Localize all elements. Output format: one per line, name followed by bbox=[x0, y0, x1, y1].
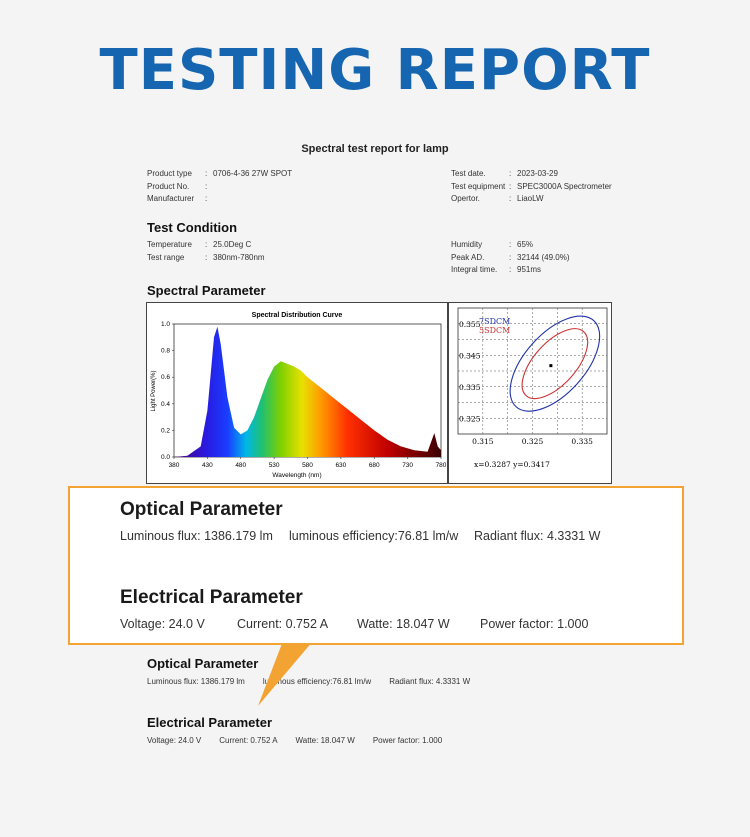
callout-radiant-flux: Radiant flux: 4.3331 W bbox=[474, 529, 601, 543]
cie-x-tick-label: 0.325 bbox=[521, 437, 544, 446]
x-tick-label: 630 bbox=[335, 462, 347, 469]
meta-row: Test range : 380nm-780nm bbox=[147, 252, 265, 262]
y-axis-label: Light Power(%) bbox=[151, 370, 157, 412]
x-axis-label: Wavelength (nm) bbox=[272, 472, 322, 479]
y-tick-label: 0.0 bbox=[160, 454, 170, 461]
cie-x-tick-label: 0.315 bbox=[472, 437, 494, 446]
callout-optical-values bbox=[120, 529, 600, 543]
x-tick-label: 780 bbox=[435, 462, 447, 469]
coordinate-readout: x=0.3287 y=0.3417 bbox=[474, 460, 550, 469]
callout-arrow bbox=[258, 641, 313, 706]
callout-luminous-flux: Luminous flux: 1386.179 lm bbox=[120, 529, 273, 543]
meta-row: Integral time. : 951ms bbox=[451, 265, 542, 274]
legend-7sdcm: 7SDCM bbox=[479, 317, 511, 326]
meta-row: Product type : 0706-4-36 27W SPOT bbox=[147, 169, 293, 178]
luminous-efficiency: luminous efficiency:76.81 lm/w bbox=[262, 677, 372, 686]
test-condition-heading: Test Condition bbox=[147, 220, 238, 235]
meta-row: Temperature : 25.0Deg C bbox=[147, 240, 252, 249]
x-tick-label: 430 bbox=[201, 462, 213, 469]
chart-title: Spectral Distribution Curve bbox=[251, 312, 343, 319]
cie-y-tick-label: 0.345 bbox=[459, 351, 481, 361]
x-tick-label: 530 bbox=[268, 462, 280, 469]
luminous-flux: Luminous flux: 1386.179 lm bbox=[147, 677, 245, 686]
optical-parameter-heading: Optical Parameter bbox=[147, 656, 259, 671]
meta-row: Test date. : 2023-03-29 bbox=[451, 169, 558, 178]
power-factor: Power factor: 1.000 bbox=[372, 736, 443, 745]
cie-x-tick-label: 0.335 bbox=[571, 437, 593, 446]
callout-voltage: Voltage: 24.0 V bbox=[120, 617, 205, 631]
current: Current: 0.752 A bbox=[219, 736, 278, 745]
cie-y-tick-label: 0.335 bbox=[459, 382, 481, 392]
callout-electrical-values bbox=[120, 617, 588, 631]
y-tick-label: 0.8 bbox=[160, 347, 170, 355]
report-title: Spectral test report for lamp bbox=[301, 143, 449, 155]
y-tick-label: 0.4 bbox=[160, 400, 170, 408]
meta-row: Product No. : bbox=[147, 181, 208, 191]
meta-row: Humidity : 65% bbox=[451, 240, 534, 249]
y-tick-label: 1.0 bbox=[160, 321, 170, 328]
callout-electrical-heading: Electrical Parameter bbox=[120, 587, 303, 608]
callout-power-factor: Power factor: 1.000 bbox=[480, 617, 589, 631]
callout-current: Current: 0.752 A bbox=[237, 617, 329, 631]
meta-row: Opertor. : LiaoLW bbox=[451, 194, 544, 203]
spectral-parameter-heading: Spectral Parameter bbox=[147, 283, 266, 298]
voltage: Voltage: 24.0 V bbox=[147, 736, 202, 745]
x-tick-label: 680 bbox=[368, 462, 380, 469]
x-tick-label: 730 bbox=[402, 462, 414, 469]
y-tick-label: 0.6 bbox=[160, 374, 170, 382]
radiant-flux: Radiant flux: 4.3331 W bbox=[389, 677, 471, 686]
x-tick-label: 480 bbox=[235, 462, 247, 469]
y-tick-label: 0.2 bbox=[160, 427, 170, 435]
banner-title: TESTING REPORT bbox=[99, 38, 651, 103]
parameter-callout bbox=[68, 486, 684, 645]
electrical-parameter-heading: Electrical Parameter bbox=[147, 715, 273, 730]
callout-luminous-efficiency: luminous efficiency:76.81 lm/w bbox=[289, 529, 459, 543]
watte: Watte: 18.047 W bbox=[295, 736, 355, 745]
meta-row: Test equipment : SPEC3000A Spectrometer bbox=[451, 181, 612, 191]
meta-row: Manufacturer : bbox=[147, 194, 208, 203]
meta-row: Peak AD. : 32144 (49.0%) bbox=[451, 252, 570, 262]
x-tick-label: 380 bbox=[168, 462, 180, 469]
callout-optical-heading: Optical Parameter bbox=[120, 499, 283, 520]
cie-y-tick-label: 0.325 bbox=[459, 414, 481, 424]
callout-watte: Watte: 18.047 W bbox=[357, 617, 450, 631]
cie-y-tick-label: 0.355 bbox=[459, 319, 481, 329]
x-tick-label: 580 bbox=[302, 462, 313, 469]
legend-5sdcm: 5SDCM bbox=[479, 326, 511, 335]
